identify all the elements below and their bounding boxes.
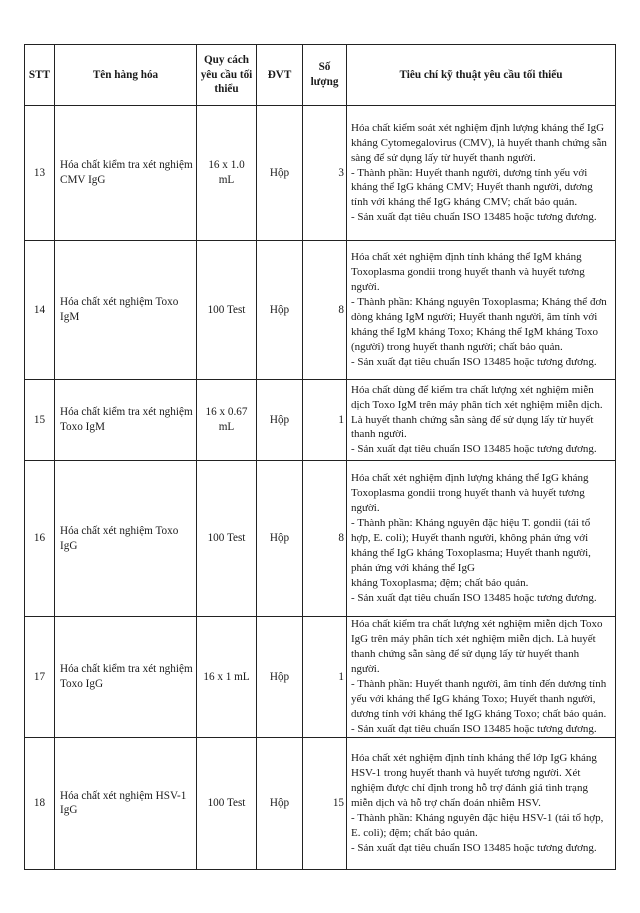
row-stt: 18 — [25, 737, 55, 869]
row-criteria — [347, 106, 616, 241]
criteria-line: - Thành phần: Kháng nguyên đặc hiệu HSV-1 (tái tổ hợp, E. coli); đệm; chất bảo quản. — [351, 811, 604, 839]
row-item-name: Hóa chất kiểm tra xét nghiệm Toxo IgM — [55, 380, 197, 461]
row-stt: 14 — [25, 241, 55, 380]
table-row — [25, 617, 616, 738]
header-name: Tên hàng hóa — [55, 45, 197, 106]
criteria-line: - Thành phần: Huyết thanh người, âm tính đến dương tính yếu với kháng thể IgG kháng Toxo; Huyết thanh người, dương tính với kháng thể IgG kháng Toxo; chất bảo quản. — [351, 677, 607, 720]
criteria-line: - Sản xuất đạt tiêu chuẩn ISO 13485 hoặc tương đương. — [351, 211, 597, 224]
row-spec: 16 x 1 mL — [197, 617, 257, 738]
row-unit: Hộp — [257, 617, 303, 738]
row-quantity: 8 — [303, 461, 347, 617]
row-criteria — [347, 617, 616, 738]
table-row — [25, 461, 616, 617]
header-unit: ĐVT — [257, 45, 303, 106]
header-qty: Số lượng — [303, 45, 347, 106]
row-unit: Hộp — [257, 241, 303, 380]
criteria-line: Là huyết thanh chứng sẵn sàng để sử dụng lấy từ huyết thanh người. — [351, 413, 594, 441]
table-row — [25, 380, 616, 461]
row-criteria — [347, 737, 616, 869]
table-body — [25, 106, 616, 870]
row-spec: 100 Test — [197, 461, 257, 617]
row-spec: 100 Test — [197, 737, 257, 869]
criteria-line: Hóa chất kiểm soát xét nghiệm định lượng kháng thể IgG kháng Cytomegalovirus (CMV), là huyết thanh chứng sẵn sàng để sử dụng lấy từ huyết thanh người. — [351, 121, 607, 164]
criteria-line: - Sản xuất đạt tiêu chuẩn ISO 13485 hoặc tương đương. — [351, 443, 597, 456]
row-stt: 16 — [25, 461, 55, 617]
criteria-line: - Thành phần: Kháng nguyên Toxoplasma; Kháng thể đơn dòng kháng IgM người; Huyết thanh người, âm tính với kháng thể IgM kháng Toxo; Kháng thể IgM kháng Toxo (người) trong huyết thanh người; chất bảo quản. — [351, 296, 607, 353]
row-item-name: Hóa chất xét nghiệm HSV-1 IgG — [55, 737, 197, 869]
row-quantity: 1 — [303, 617, 347, 738]
row-spec: 16 x 0.67 mL — [197, 380, 257, 461]
criteria-line: - Sản xuất đạt tiêu chuẩn ISO 13485 hoặc tương đương. — [351, 841, 597, 854]
row-stt: 17 — [25, 617, 55, 738]
table-row — [25, 241, 616, 380]
row-item-name: Hóa chất kiểm tra xét nghiệm CMV IgG — [55, 106, 197, 241]
row-stt: 13 — [25, 106, 55, 241]
header-spec: Quy cách yêu cầu tối thiểu — [197, 45, 257, 106]
criteria-line: - Sản xuất đạt tiêu chuẩn ISO 13485 hoặc tương đương. — [351, 591, 597, 604]
row-item-name: Hóa chất xét nghiệm Toxo IgG — [55, 461, 197, 617]
criteria-line: Hóa chất xét nghiệm định lượng kháng thể IgG kháng Toxoplasma gondii trong huyết thanh và huyết tương người. — [351, 472, 589, 515]
criteria-line: kháng Toxoplasma; đệm; chất bảo quản. — [351, 576, 529, 589]
table-row — [25, 737, 616, 869]
row-criteria — [347, 380, 616, 461]
specification-table — [24, 44, 616, 870]
row-quantity: 8 — [303, 241, 347, 380]
row-quantity: 15 — [303, 737, 347, 869]
row-unit: Hộp — [257, 737, 303, 869]
criteria-line: - Sản xuất đạt tiêu chuẩn ISO 13485 hoặc tương đương. — [351, 722, 597, 735]
criteria-line: - Thành phần: Huyết thanh người, dương tính yếu với kháng thể IgG kháng CMV; Huyết thanh người, dương tính với kháng thể IgG kháng CMV; chất bảo quản. — [351, 166, 593, 209]
criteria-line: Hóa chất kiểm tra chất lượng xét nghiệm miễn dịch Toxo IgG trên máy phân tích xét nghiệm miễn dịch. Là huyết thanh chứng sẵn sàng để sử dụng lấy từ huyết thanh người. — [351, 618, 603, 675]
criteria-line: Hóa chất dùng để kiểm tra chất lượng xét nghiệm miễn dịch Toxo IgM trên máy phân tích xét nghiệm miễn dịch. — [351, 383, 603, 411]
table-header-row — [25, 45, 616, 106]
row-criteria — [347, 241, 616, 380]
criteria-line: - Thành phần: Kháng nguyên đặc hiệu T. gondii (tái tổ hợp, E. coli); Huyết thanh người, không phản ứng với kháng thể IgG kháng Toxoplasma; Huyết thanh người, phản ứng với kháng thể IgG — [351, 517, 591, 574]
row-unit: Hộp — [257, 461, 303, 617]
criteria-line: Hóa chất xét nghiệm định tính kháng thể lớp IgG kháng HSV-1 trong huyết thanh và huyết tương người. Xét nghiệm được chỉ định trong hỗ trợ đánh giá tình trạng miễn dịch và hỗ trợ chẩn đoán nhiễm HSV. — [351, 751, 597, 809]
row-stt: 15 — [25, 380, 55, 461]
row-spec: 100 Test — [197, 241, 257, 380]
row-item-name: Hóa chất xét nghiệm Toxo IgM — [55, 241, 197, 380]
criteria-line: - Sản xuất đạt tiêu chuẩn ISO 13485 hoặc tương đương. — [351, 355, 597, 368]
row-unit: Hộp — [257, 380, 303, 461]
row-spec: 16 x 1.0 mL — [197, 106, 257, 241]
header-criteria: Tiêu chí kỹ thuật yêu cầu tối thiểu — [347, 45, 616, 106]
criteria-line: Hóa chất xét nghiệm định tính kháng thể IgM kháng Toxoplasma gondii trong huyết thanh và huyết tương người. — [351, 251, 585, 294]
row-item-name: Hóa chất kiểm tra xét nghiệm Toxo IgG — [55, 617, 197, 738]
row-quantity: 3 — [303, 106, 347, 241]
row-criteria — [347, 461, 616, 617]
row-unit: Hộp — [257, 106, 303, 241]
row-quantity: 1 — [303, 380, 347, 461]
table-row — [25, 106, 616, 241]
header-stt: STT — [25, 45, 55, 106]
